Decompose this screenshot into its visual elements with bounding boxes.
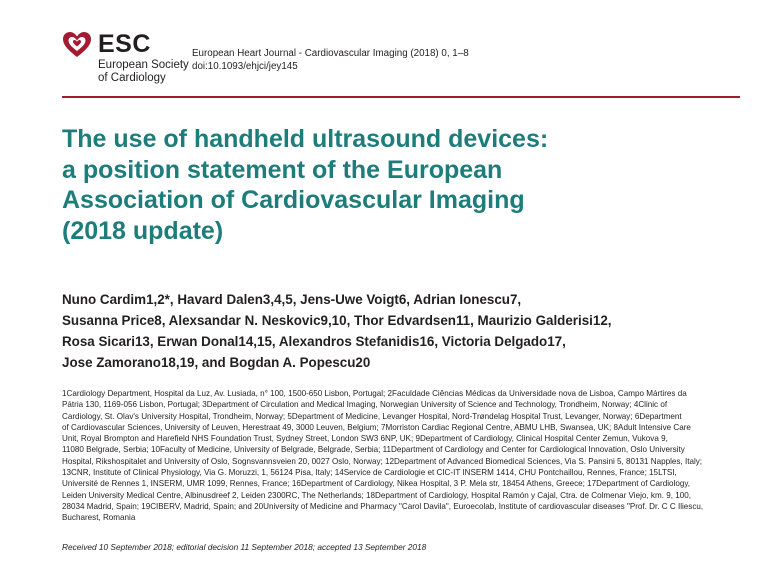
affiliation-line: Cardiology, St. Olav's University Hospital, Trondheim, Norway; 5Department of Medicine, Levanger Hospital, Nord-Trøndelag Hospital Trust, Levanger, Norway; 6Department: [62, 411, 682, 421]
affiliation-line: Leiden University Medical Centre, Albinusdreef 2, Leiden 2300RC, The Netherlands; 18Department of Cardiology, Hospital Ramón y Cajal, Ctra. de Colmenar Viejo, km. 9, 100,: [62, 490, 691, 500]
header-divider: [62, 96, 740, 98]
affiliation-line: 1Cardiology Department, Hospital da Luz, Av. Lusiada, n° 100, 1500-650 Lisbon, Portugal; 2Faculdade Ciências Médicas da Universidade nova de Lisboa, Campo Mártires da: [62, 389, 687, 398]
society-name-line: of Cardiology: [98, 71, 166, 84]
journal-citation: European Heart Journal - Cardiovascular Imaging (2018) 0, 1–8: [192, 48, 469, 59]
affiliation-line: 28034 Madrid, Spain; 19CIBERV, Madrid, Spain; and 20University of Medicine and Pharmacy "Carol Davila", Euroecolab, Institute of cardiovascular diseases "Prof. Dr. C C Iliescu,: [62, 501, 704, 511]
affiliations: [62, 388, 742, 524]
journal-info: [192, 47, 469, 73]
affiliation-line: 13CNR, Institute of Clinical Physiology, Via G. Moruzzi, 1, 56124 Pisa, Italy; 14Service de Cardiologie et CIC-IT INSERM 1414, CHU Pontchaillou, Rennes, France; 15LTSI,: [62, 468, 677, 478]
article-title: [62, 124, 722, 246]
title-line: a position statement of the European: [62, 155, 503, 184]
esc-logo: [62, 28, 192, 88]
title-line: Association of Cardiovascular Imaging: [62, 186, 525, 214]
affiliation-line: Université de Rennes 1, INSERM, UMR 1099, Rennes, France; 16Department of Cardiology, Nikea Hospital, 3 P. Mela str, 18454 Athens, Greece; 17Department of Cardiology,: [62, 479, 691, 489]
doi-link[interactable]: doi:10.1093/ehjci/jey145: [192, 61, 298, 72]
affiliation-line: 11080 Belgrade, Serbia; 10Faculty of Medicine, University of Belgrade, Belgrade, Serbia; 11Department of Cardiology and Center for Cardiological Innovation, Oslo University: [62, 445, 685, 455]
society-name: [98, 59, 193, 84]
author-line: Rosa Sicari13, Erwan Donal14,15, Alexandros Stefanidis16, Victoria Delgado17,: [62, 334, 566, 349]
title-line: The use of handheld ultrasound devices:: [62, 125, 549, 153]
affiliation-line: of Cardiovascular Sciences, University of Leuven, Herestraat 49, 3000 Leuven, Belgium; 7Morriston Cardiac Regional Centre, ABMU LHB, Swansea, UK; 8Adult Intensive Care: [62, 422, 691, 432]
affiliation-line: Pátria 130, 1169-056 Lisbon, Portugal; 3Department of Circulation and Medical Imaging, Norwegian University of Science and Technology, Trondheim, Norway; 4Clinic of: [62, 400, 668, 410]
affiliation-line: Bucharest, Romania: [62, 513, 136, 523]
author-line: Jose Zamorano18,19, and Bogdan A. Popescu20: [62, 355, 371, 370]
author-list: [62, 289, 742, 373]
author-line: Nuno Cardim1,2*, Havard Dalen3,4,5, Jens-Uwe Voigt6, Adrian Ionescu7,: [62, 292, 522, 307]
title-line: (2018 update): [62, 216, 224, 245]
society-name-line: European Society: [98, 59, 189, 71]
journal-header: [62, 28, 742, 96]
author-line: Susanna Price8, Alexsandar N. Neskovic9,10, Thor Edvardsen11, Maurizio Galderisi12,: [62, 313, 612, 328]
article-dates: Received 10 September 2018; editorial decision 11 September 2018; accepted 13 September 2018: [62, 542, 427, 552]
affiliation-line: Unit, Royal Brompton and Harefield NHS Foundation Trust, Sydney Street, London SW3 6NP, UK; 9Department of Cardiology, Clinical Hospital Center Zemun, Vukova 9,: [62, 434, 668, 444]
heart-logo-icon: [62, 31, 92, 59]
logo-text: ESC: [98, 30, 151, 58]
affiliation-line: Hospital, Rikshospitalet and University of Oslo, Sognsvannsveien 20, 0027 Oslo, Norway; 12Department of Advanced Biomedical Sciences, Via S. Pansini 5, 80131 Napples, Italy;: [62, 456, 703, 466]
